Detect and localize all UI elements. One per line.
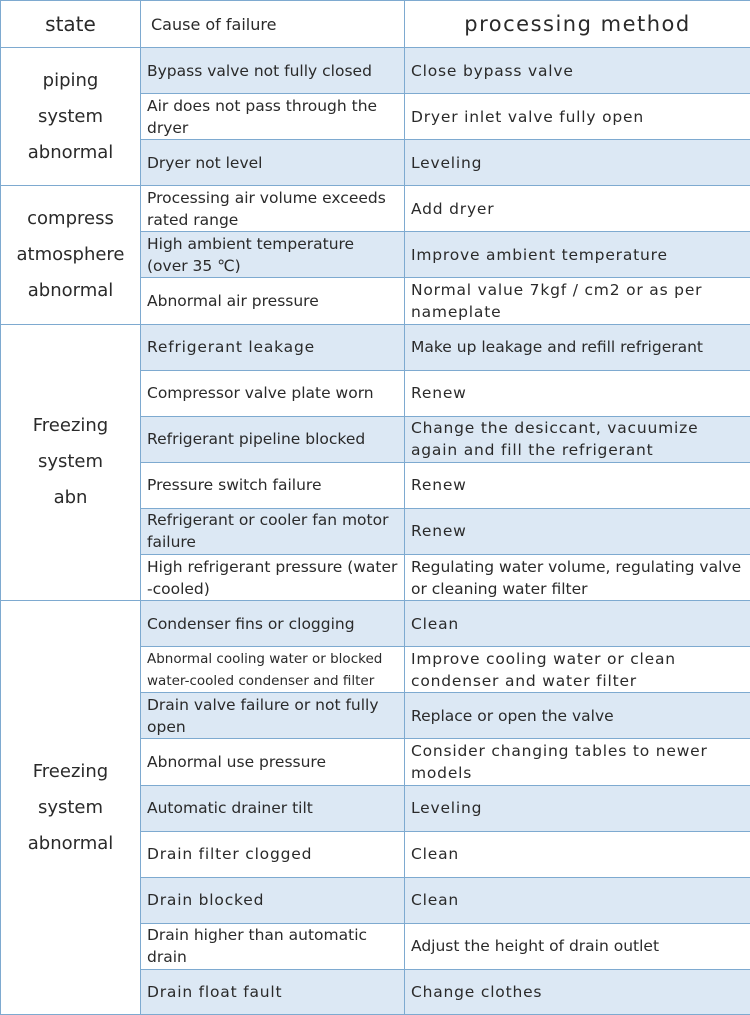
- cause-cell: Drain float fault: [141, 969, 405, 1014]
- table-row: [1, 324, 750, 370]
- cause-cell: High ambient temperature (over 35 ℃): [141, 232, 405, 278]
- cause-cell: Compressor valve plate worn: [141, 370, 405, 416]
- state-cell: [1, 186, 141, 324]
- state-text: Freezing: [32, 415, 109, 437]
- cause-cell: High refrigerant pressure (water -cooled): [141, 555, 405, 601]
- state-text: compress: [27, 207, 114, 229]
- state-text: abnormal: [27, 279, 114, 301]
- method-cell: Change the desiccant, vacuumize again and fill the refrigerant: [405, 416, 750, 462]
- method-cell: Dryer inlet valve fully open: [405, 94, 750, 140]
- method-cell: Leveling: [405, 785, 750, 831]
- table-row: [1, 601, 750, 647]
- cause-cell: Air does not pass through the dryer: [141, 94, 405, 140]
- cause-cell: Drain blocked: [141, 877, 405, 923]
- cause-cell: Abnormal air pressure: [141, 278, 405, 324]
- method-cell: Renew: [405, 462, 750, 508]
- method-cell: Clean: [405, 877, 750, 923]
- cause-cell: Refrigerant pipeline blocked: [141, 416, 405, 462]
- header-state: state: [1, 1, 141, 48]
- cause-cell: Dryer not level: [141, 140, 405, 186]
- cause-cell: Bypass valve not fully closed: [141, 48, 405, 94]
- state-text: abn: [53, 487, 88, 509]
- state-text: abnormal: [27, 832, 114, 854]
- method-cell: Regulating water volume, regulating valve or cleaning water filter: [405, 555, 750, 601]
- method-cell: Improve cooling water or clean condenser and water filter: [405, 647, 750, 693]
- cause-cell: Processing air volume exceeds rated range: [141, 186, 405, 232]
- state-cell: [1, 601, 141, 1015]
- state-cell: [1, 48, 141, 186]
- table-row: [1, 48, 750, 94]
- method-cell: Clean: [405, 601, 750, 647]
- method-cell: Renew: [405, 508, 750, 554]
- method-cell: Leveling: [405, 140, 750, 186]
- cause-cell: Abnormal use pressure: [141, 739, 405, 785]
- state-text: system: [37, 451, 104, 473]
- method-cell: Consider changing tables to newer models: [405, 739, 750, 785]
- cause-cell: Refrigerant or cooler fan motor failure: [141, 508, 405, 554]
- method-cell: Make up leakage and refill refrigerant: [405, 324, 750, 370]
- method-cell: Normal value 7kgf / cm2 or as per nameplate: [405, 278, 750, 324]
- state-text: piping: [42, 69, 99, 91]
- table-row: [1, 186, 750, 232]
- state-cell: [1, 324, 141, 601]
- cause-cell: Abnormal cooling water or blocked water-cooled condenser and filter: [141, 647, 405, 693]
- state-text: system: [37, 105, 104, 127]
- cause-cell: Drain valve failure or not fully open: [141, 693, 405, 739]
- state-text: system: [37, 796, 104, 818]
- state-text: Freezing: [32, 760, 109, 782]
- method-cell: Improve ambient temperature: [405, 232, 750, 278]
- cause-cell: Drain filter clogged: [141, 831, 405, 877]
- state-text: abnormal: [27, 141, 114, 163]
- state-text: atmosphere: [16, 243, 125, 265]
- method-cell: Replace or open the valve: [405, 693, 750, 739]
- cause-cell: Refrigerant leakage: [141, 324, 405, 370]
- cause-cell: Condenser fins or clogging: [141, 601, 405, 647]
- cause-cell: Drain higher than automatic drain: [141, 923, 405, 969]
- cause-cell: Automatic drainer tilt: [141, 785, 405, 831]
- method-cell: Close bypass valve: [405, 48, 750, 94]
- method-cell: Renew: [405, 370, 750, 416]
- header-method: processing method: [405, 1, 750, 48]
- method-cell: Adjust the height of drain outlet: [405, 923, 750, 969]
- header-row: [1, 1, 750, 48]
- method-cell: Change clothes: [405, 969, 750, 1014]
- method-cell: Add dryer: [405, 186, 750, 232]
- cause-cell: Pressure switch failure: [141, 462, 405, 508]
- method-cell: Clean: [405, 831, 750, 877]
- header-cause: Cause of failure: [141, 1, 405, 48]
